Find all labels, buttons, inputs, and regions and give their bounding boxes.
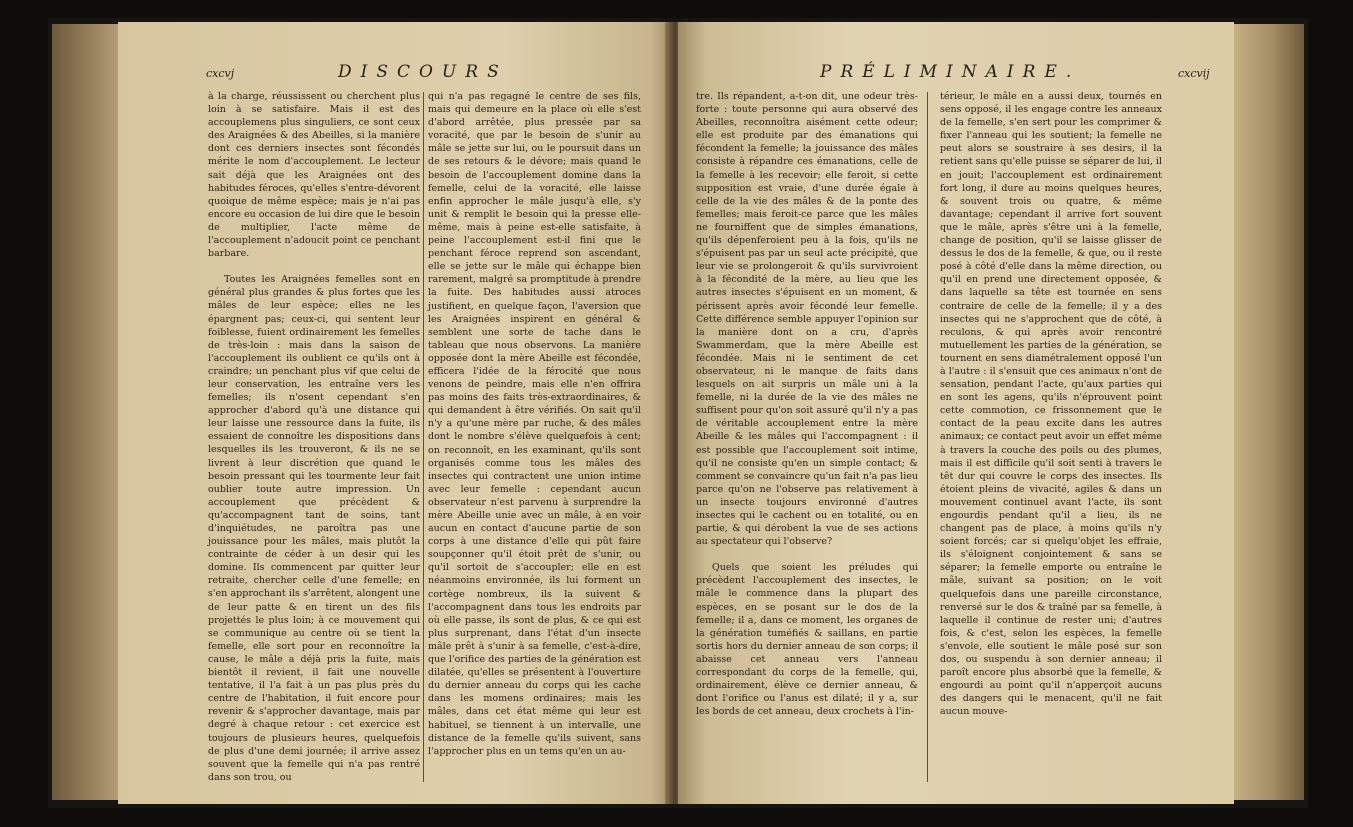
right-page [678, 22, 1234, 804]
column-rule [927, 92, 928, 782]
paragraph: tre. Ils répandent, a-t-on dit, une odeur très-forte : toute personne qui aura observé des Abeilles, reconnoîtra aisément cette odeur; elle est produite par des émanations qui fécondent la femelle; la jouissance des mâles consiste à répandre ces émanations, celle de la femelle à les recevoir; elle feroit, si cette supposition est vraie, d'une durée égale à celle de la vie des mâles & de la ponte des femelles; mais feroit-ce parce que les mâles ne fourniffent que de simples émanations, qu'ils dépenferoient peu à la fois, qu'ils ne s'épuisent pas par un seul acte précipité, que leur vie se prolongeroit & qu'ils survivroient à la fécondité de la mère, au lieu que les autres insectes s'épuisent en un moment, & périssent après avoir fécondé leur femelle. Cette différence semble appuyer l'opinion sur la manière dont on a cru, d'après Swammerdam, que la mère Abeille est fécondée. Mais ni le sentiment de cet observateur, ni le manque de faits dans lesquels on ait surpris un mâle uni à la femelle, ni la durée de la vie des mâles ne suffisent pour qu'on soit assuré qu'il n'y a pas de véritable accouplement entre la mère Abeille & les mâles qui l'accompagnent : il est possible que l'accouplement soit intime, qu'il ne consiste qu'en un simple contact; & comment se convaincre qu'un fait n'a pas lieu parce qu'on ne l'observe pas relativement à un insecte toujours environné d'autres insectes qui le cachent ou en totalité, ou en partie, & qui dérobent la vue de ses actions au spectateur qui l'observe? [696, 91, 918, 548]
right-column-2 [940, 90, 1162, 719]
folio-right: cxcvij [1178, 67, 1210, 80]
running-head-left: DISCOURS [338, 62, 508, 82]
paragraph: qui n'a pas regagné le centre de ses fils, mais qui demeure en la place où elle s'est d'abord arrêtée, plus pressée par sa voracité, que par le besoin de s'unir au mâle se jette sur lui, ou le poursuit dans un de ses retours & le dévore; mais quand le besoin de l'accouplement domine dans la femelle, celui de la voracité, elle laisse enfin approcher le mâle jusqu'à elle, s'y unit & remplit le besoin qui la presse elle-même, mais à peine est-elle satisfaite, à peine l'accouplement est-il fini que le penchant féroce reprend son ascendant, elle se jette sur le mâle qui échappe bien rarement, malgré sa promptitude à prendre la fuite. Des habitudes aussi atroces justifient, en quelque façon, l'aversion que les Araignées inspirent en général & semblent une sorte de tache dans le tableau que nous observons. La manière opposée dont la mère Abeille est fécondée, efficera l'idée de la férocité que nous venons de peindre, mais elle n'en offrira pas moins des faits très-extraordinaires, & qui demandent à être vérifiés. On sait qu'il n'y a qu'une mère par ruche, & des mâles dont le nombre s'élève quelquefois à cent; on reconnoît, en les examinant, qu'ils sont organisés comme tous les mâles des insectes qui contractent une union intime avec leur femelle : cependant aucun observateur n'est parvenu à surprendre la mère Abeille unie avec un mâle, à en voir aucun en contact d'aucune partie de son corps à une distance d'elle qui pût faire soupçonner qu'il étoit prêt de s'unir, ou qu'il sortoit de s'accoupler; elle en est néanmoins environnée, ils lui forment un cortège nombreux, ils la suivent & l'accompagnent dans tous les endroits par où elle passe, ils sont de plus, & ce qui est plus surprenant, dans l'état d'un insecte mâle prêt à s'unir à sa femelle, c'est-à-dire, que l'orifice des parties de la génération est dilatée, qu'elles se présentent à l'ouverture du dernier anneau du corps qui les cache dans les momens ordinaires; mais les mâles, dans cet état même qui leur est habituel, se tiennent à un intervalle, une distance de la femelle qu'ils suivent, sans l'approcher plus en un tems qu'en un au- [428, 91, 641, 757]
running-head-right: PRÉLIMINAIRE. [820, 62, 1081, 82]
page-edges-left [52, 24, 122, 800]
paragraph: Quels que soient les préludes qui précèdent l'accouplement des insectes, le mâle le commence dans la plupart des espèces, en se posant sur le dos de la femelle; il a, dans ce moment, les organes de la génération tuméfiés & saillans, en partie sortis hors du dernier anneau de son corps; il abaisse cet anneau vers l'anneau correspondant du corps de la femelle, qui, ordinairement, élève ce dernier anneau, & dont l'orifice ou l'anus est dilaté; il y a, sur les bords de cet anneau, deux crochets à l'in- [696, 562, 918, 718]
paragraph: Toutes les Araignées femelles sont en général plus grandes & plus fortes que les mâles de leur espèce; elles ne les épargnent pas; ceux-ci, qui sentent leur foiblesse, fuient ordinairement les femelles de très-loin : mais dans la saison de l'accouplement ils oublient ce qu'ils ont à craindre; un penchant plus vif que celui de leur conservation, les entraîne vers les femelles; ils n'osent cependant s'en approcher d'abord qu'à une distance qui leur laisse une ressource dans la fuite, ils essaient de connoître les dispositions dans lesquelles ils les trouveront, & ils ne se livrent à leur discrétion que quand le besoin pressant qui les tourmente leur fait oublier toute autre impression. Un accouplement que précèdent & qu'accompagnent tant de soins, tant d'inquiétudes, ne paroîtra pas une jouissance pour les mâles, mais plutôt la contrainte de céder à un desir qui les domine. Ils commencent par quitter leur retraite, chercher celle d'une femelle; en s'en approchant ils s'arrêtent, alongent une de leur patte & en tirent un des fils projettés le plus loin; à ce mouvement qui se communique au centre où se tient la femelle, elle sort pour en reconnoître la cause, le mâle a déjà pris la fuite, mais bientôt il revient, il fait une nouvelle tentative, il l'a fait à un pas plus près du centre de l'habitation, il fuit encore pour revenir & s'approcher davantage, mais par degré à chaque retour : cet exercice est toujours de plusieurs heures, quelquefois de plus d'une demi journée; il arrive assez souvent que la femelle qui n'a pas rentré dans son trou, ou [208, 274, 420, 783]
left-column-1 [208, 90, 420, 784]
page-edges-right [1230, 24, 1304, 800]
left-column-2 [428, 90, 641, 758]
paragraph: à la charge, réussissent ou cherchent plus loin à se satisfaire. Mais il est des accouplemens plus singuliers, ce sont ceux des Araignées & des Abeilles, si la manière dont ces derniers insectes sont fécondés mérite le nom d'accouplement. Le lecteur sait déjà que les Araignées ont des habitudes féroces, qu'elles s'entre-dévorent quoique de même espèce; mais je n'ai pas encore eu occasion de lui dire que le besoin de multiplier, l'acte même de l'accouplement n'adoucit point ce penchant barbare. [208, 91, 420, 260]
right-column-1 [696, 90, 918, 718]
paragraph: térieur, le mâle en a aussi deux, tournés en sens opposé, il les engage contre les anneaux de la femelle, s'en sert pour les comprimer & fixer l'anneau qui les soutient; la femelle ne peut alors se soustraire à ses desirs, il la retient sans qu'elle puisse se séparer de lui, il en jouit; l'accouplement est ordinairement fort long, il dure au moins quelques heures, & souvent trois ou quatre, & même davantage; cependant il arrive fort souvent que le mâle, après s'être uni à la femelle, change de position, qu'il se laisse glisser de dessus le dos de la femelle, & que, ou il reste posé à côté d'elle dans la même direction, ou qu'il en prend une directement opposée, & dans laquelle sa tête est tournée en sens contraire de celle de la femelle; il y a des insectes qui ne s'approchent que de côté, à reculons, & qui après avoir rencontré mutuellement les parties de la génération, se tournent en sens diamétralement opposé l'un à l'autre : il s'ensuit que ces animaux n'ont de sensation, pendant l'acte, qu'aux parties qui en sont les agens, qu'ils n'éprouvent point cette commotion, ce frissonnement que le contact de la peau excite dans les autres animaux; ce contact peut avoir un effet même à travers la couche des poils ou des plumes, mais il est difficile qu'il soit senti à travers le têt dur qui couvre le corps des insectes. Ils étoient pleins de vivacité, agiles & dans un mouvement continuel avant l'acte, ils sont engourdis pendant qu'il a lieu, ils ne changent pas de place, à moins qu'ils n'y soient forcés; car si quelqu'objet les effraie, ils s'éloignent conjointement & sans se séparer; la femelle emporte ou entraîne le mâle, suivant sa position; on le voit quelquefois dans une pareille circonstance, renversé sur le dos & traîné par sa femelle, à laquelle il continue de rester uni; d'autres fois, & c'est, selon les espèces, la femelle s'envole, elle soutient le mâle posé sur son dos, ou suspendu à son dernier anneau; il paroît encore plus absorbé que la femelle, & engourdi au point qu'il n'apperçoit aucuns des dangers qui le menacent, qu'il ne fait aucun mouve- [940, 91, 1162, 718]
left-page [118, 22, 673, 804]
column-rule [423, 92, 424, 782]
folio-left: cxcvj [206, 67, 235, 80]
